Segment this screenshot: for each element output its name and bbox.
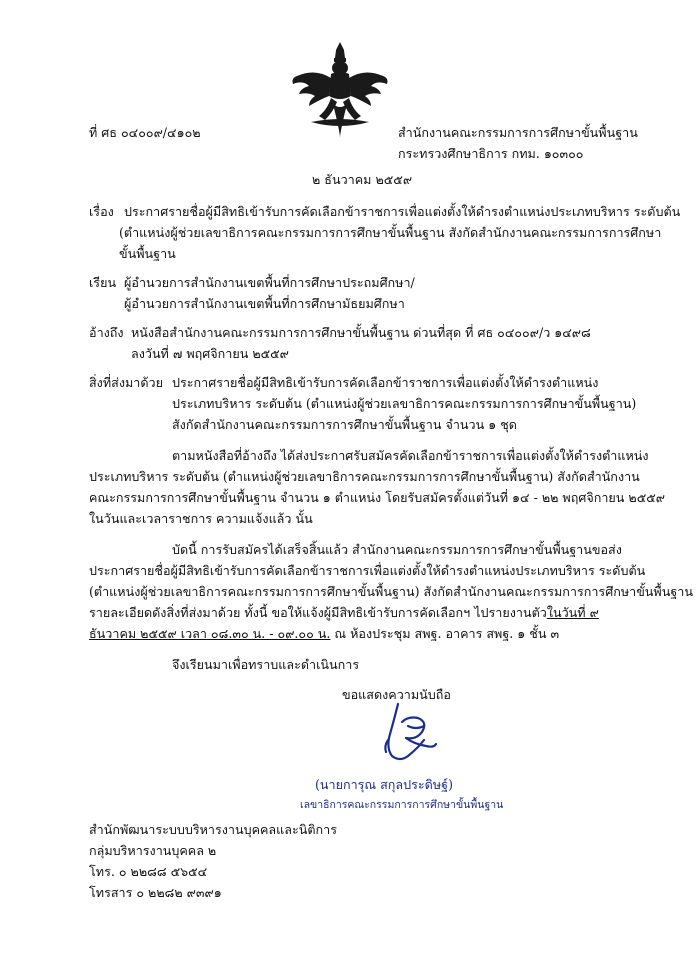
body-paragraph-line: (ตำแหน่งผู้ช่วยเลขาธิการคณะกรรมการการศึกษาขั้นพื้นฐาน) สังกัดสำนักงานคณะกรรมการการศึกษาขั้นพื้นฐาน [89,584,693,599]
enclosure-line: ประกาศรายชื่อผู้มีสิทธิเข้ารับการคัดเลือกข้าราชการเพื่อแต่งตั้งให้ดำรงตำแหน่ง [172,375,599,390]
body-paragraph-line: ตามหนังสือที่อ้างถึง ได้ส่งประกาศรับสมัครคัดเลือกข้าราชการเพื่อแต่งตั้งให้ดำรงตำแหน่ง [172,448,649,463]
body-paragraph-line: คณะกรรมการการศึกษาขั้นพื้นฐาน จำนวน ๑ ตำแหน่ง โดยรับสมัครตั้งแต่วันที่ ๑๔ - ๒๒ พฤศจิกายน ๒๕๕๙ [89,490,666,505]
body-paragraph-line: ประเภทบริหาร ระดับต้น (ตำแหน่งผู้ช่วยเลขาธิการคณะกรรมการการศึกษาขั้นพื้นฐาน) สังกัดสำนักงาน [89,469,640,484]
footer-phone: โทร. ๐ ๒๒๘๘ ๕๖๕๔ [89,864,208,879]
subject-label: เรื่อง [89,204,114,219]
signatory-name: (นายการุณ สกุลประดิษฐ์) [315,777,454,792]
recipient-line: ผู้อำนวยการสำนักงานเขตพื้นที่การศึกษาประถมศึกษา/ [124,275,415,290]
body-paragraph-line [89,606,599,620]
enclosure-line: ประเภทบริหาร ระดับต้น (ตำแหน่งผู้ช่วยเลขาธิการคณะกรรมการการศึกษาขั้นพื้นฐาน) [172,396,637,411]
document-date: ๒ ธันวาคม ๒๕๕๙ [312,172,413,187]
handwritten-signature [378,700,440,768]
closing-statement: จึงเรียนมาเพื่อทราบและดำเนินการ [172,657,360,672]
issuer-ministry: กระทรวงศึกษาธิการ กทม. ๑๐๓๐๐ [398,146,584,161]
report-venue-text: ณ ห้องประชุม สพฐ. อาคาร สพฐ. ๑ ชั้น ๓ [330,626,560,641]
signature-greeting: ขอแสดงความนับถือ [342,687,451,702]
reference-line: หนังสือสำนักงานคณะกรรมการการศึกษาขั้นพื้นฐาน ด่วนที่สุด ที่ ศธ ๐๔๐๐๙/ว ๑๔๙๘ [131,325,591,340]
subject-line: ประกาศรายชื่อผู้มีสิทธิเข้ารับการคัดเลือกข้าราชการเพื่อแต่งตั้งให้ดำรงตำแหน่งประเภทบริหาร ระดับต้น [124,204,681,219]
body-paragraph-line: ประกาศรายชื่อผู้มีสิทธิเข้ารับการคัดเลือกข้าราชการเพื่อแต่งตั้งให้ดำรงตำแหน่งประเภทบริหาร ระดับต้น [89,563,646,578]
reference-line: ลงวันที่ ๗ พฤศจิกายน ๒๕๕๙ [131,346,289,361]
report-instruction-text: รายละเอียดดังสิ่งที่ส่งมาด้วย ทั้งนี้ ขอให้แจ้งผู้มีสิทธิเข้ารับการคัดเลือกฯ ไปรายงานตัว [89,605,547,620]
subject-line: (ตำแหน่งผู้ช่วยเลขาธิการคณะกรรมการการศึกษาขั้นพื้นฐาน สังกัดสำนักงานคณะกรรมการการศึกษา [119,225,662,240]
report-time-text: ธันวาคม ๒๕๕๙ เวลา ๐๘.๓๐ น. - ๐๙.๐๐ น. [89,626,331,641]
body-paragraph-line [89,627,559,641]
footer-group: กลุ่มบริหารงานบุคคล ๒ [89,843,217,858]
recipient-line: ผู้อำนวยการสำนักงานเขตพื้นที่การศึกษามัธยมศึกษา [124,296,405,311]
footer-fax: โทรสาร ๐ ๒๒๘๒ ๙๓๙๑ [89,885,222,900]
signatory-title: เลขาธิการคณะกรรมการการศึกษาขั้นพื้นฐาน [300,799,504,811]
issuer-agency: สำนักงานคณะกรรมการการศึกษาขั้นพื้นฐาน [398,125,638,140]
report-date-text: ในวันที่ ๙ [546,605,599,620]
enclosure-label: สิ่งที่ส่งมาด้วย [89,375,163,390]
footer-office: สำนักพัฒนาระบบบริหารงานบุคคลและนิติการ [89,822,338,837]
subject-line: ขั้นพื้นฐาน [119,246,176,261]
recipient-label: เรียน [89,275,117,290]
document-number: ที่ ศธ ๐๔๐๐๙/๔๑๐๒ [89,125,201,140]
enclosure-line: สังกัดสำนักงานคณะกรรมการการศึกษาขั้นพื้นฐาน จำนวน ๑ ชุด [172,417,517,432]
body-paragraph-line: บัดนี้ การรับสมัครได้เสร็จสิ้นแล้ว สำนักงานคณะกรรมการการศึกษาขั้นพื้นฐานขอส่ง [172,542,622,557]
garuda-emblem-icon [287,40,393,140]
reference-label: อ้างถึง [89,325,124,340]
body-paragraph-line: ในวันและเวลาราชการ ความแจ้งแล้ว นั้น [89,511,313,526]
